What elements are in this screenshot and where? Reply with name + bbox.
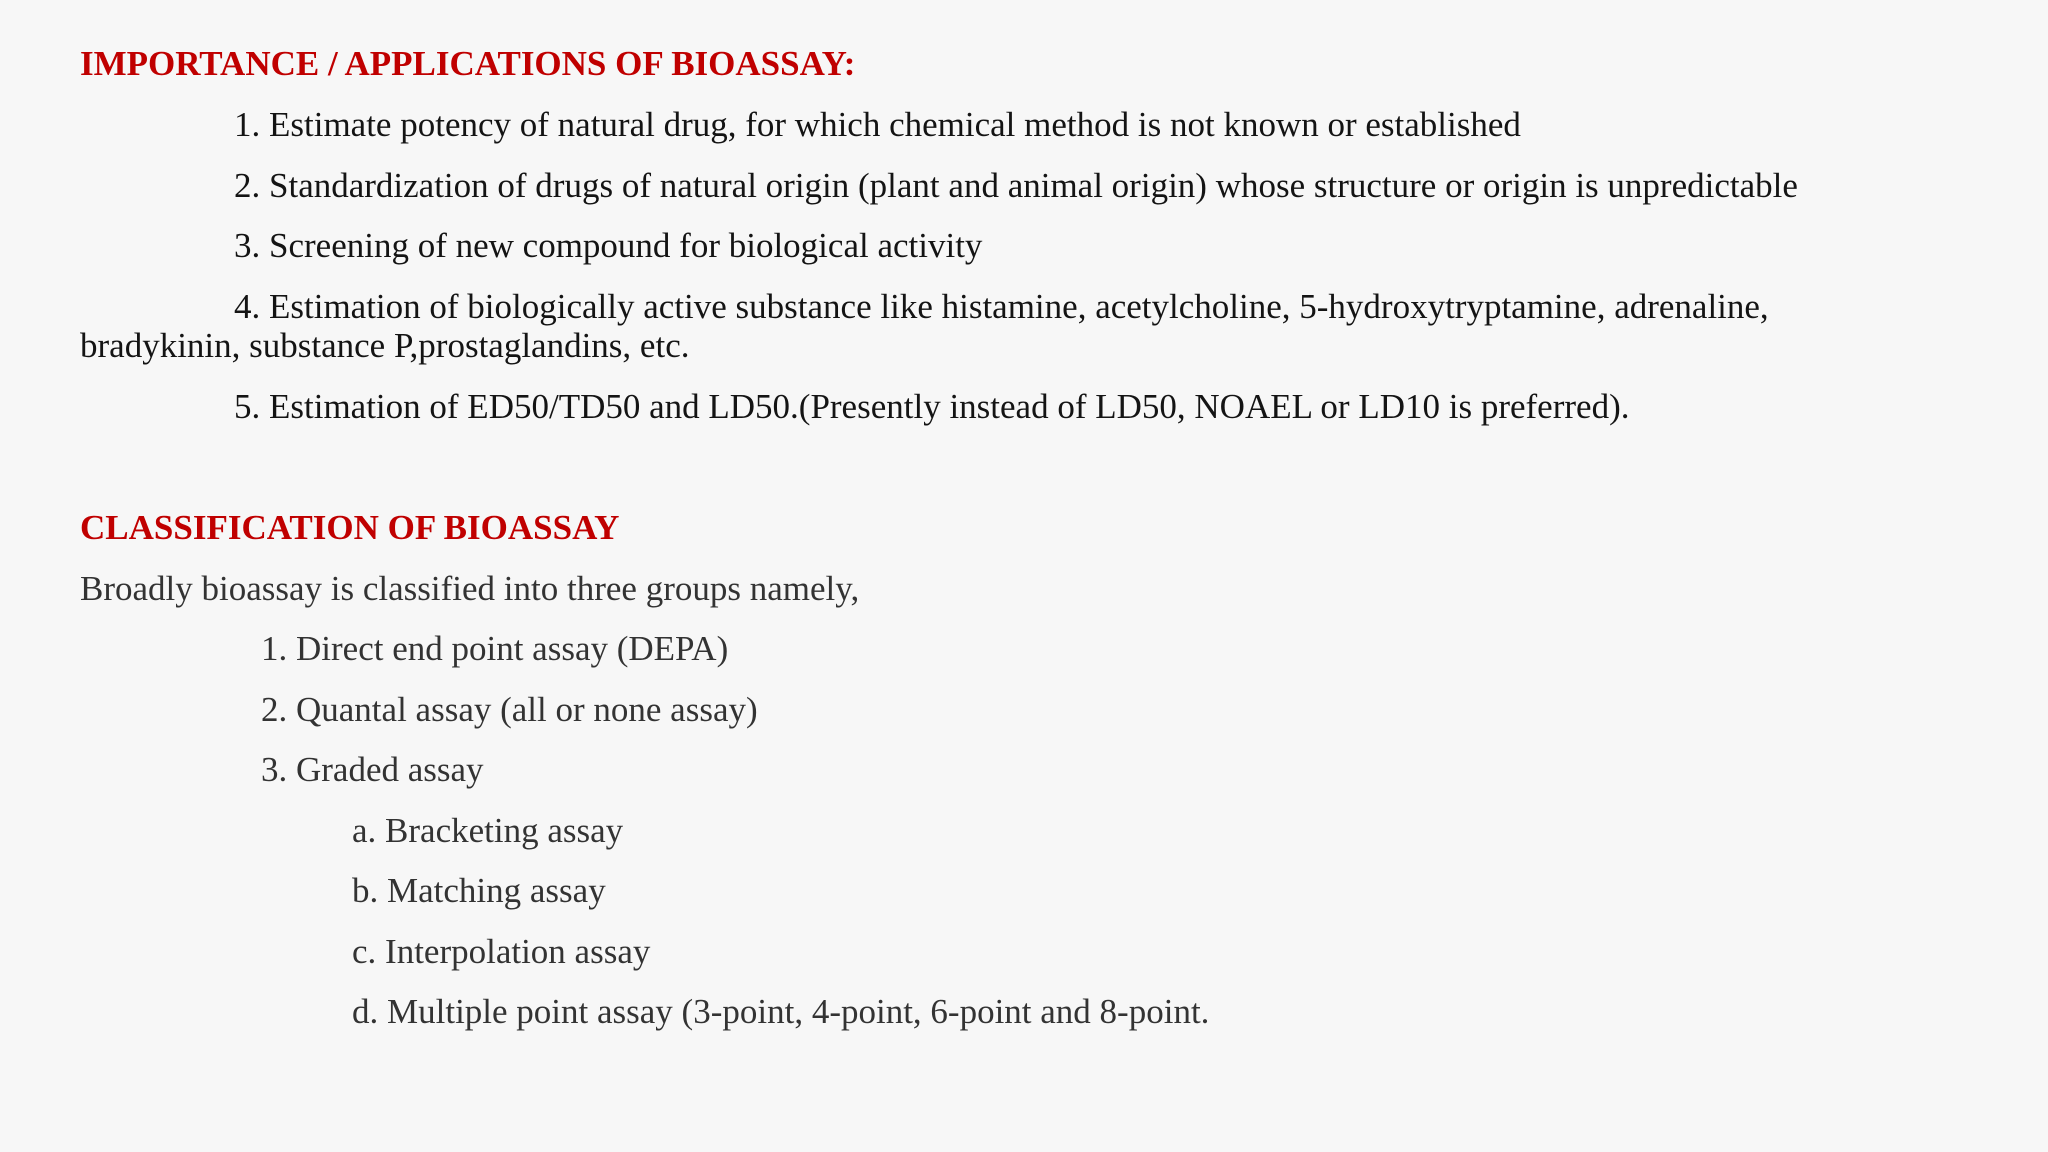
classification-item-2: 2. Quantal assay (all or none assay) — [261, 690, 758, 729]
graded-subitem-b: b. Matching assay — [352, 871, 606, 910]
classification-item-1: 1. Direct end point assay (DEPA) — [261, 629, 729, 668]
importance-item-2: 2. Standardization of drugs of natural origin (plant and animal origin) whose structure or origin is unpredictable — [234, 166, 1798, 205]
importance-item-1: 1. Estimate potency of natural drug, for which chemical method is not known or established — [234, 105, 1521, 144]
importance-heading: IMPORTANCE / APPLICATIONS OF BIOASSAY: — [80, 44, 856, 83]
importance-item-4-continued: bradykinin, substance P,prostaglandins, etc. — [80, 326, 690, 365]
graded-subitem-d: d. Multiple point assay (3-point, 4-point, 6-point and 8-point. — [352, 992, 1210, 1031]
classification-intro: Broadly bioassay is classified into three groups namely, — [80, 569, 860, 608]
graded-subitem-a: a. Bracketing assay — [352, 811, 624, 850]
importance-item-3: 3. Screening of new compound for biological activity — [234, 226, 983, 265]
importance-item-5: 5. Estimation of ED50/TD50 and LD50.(Presently instead of LD50, NOAEL or LD10 is preferred). — [234, 387, 1630, 426]
classification-heading: CLASSIFICATION OF BIOASSAY — [80, 508, 620, 547]
importance-item-4: 4. Estimation of biologically active substance like histamine, acetylcholine, 5-hydroxytryptamine, adrenaline, — [234, 287, 1769, 326]
graded-subitem-c: c. Interpolation assay — [352, 932, 651, 971]
classification-item-3: 3. Graded assay — [261, 750, 484, 789]
